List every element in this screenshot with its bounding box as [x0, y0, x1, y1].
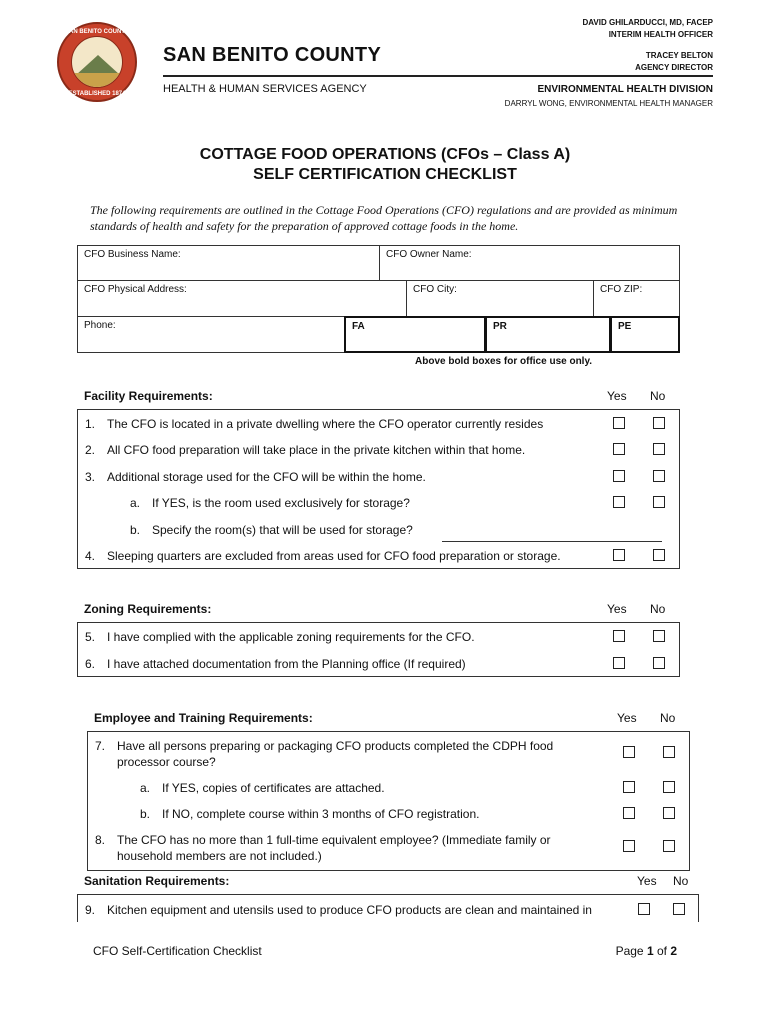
- page-prefix: Page: [615, 944, 647, 958]
- employee-item-7b-num: b.: [140, 807, 151, 821]
- director-name: TRACEY BELTON: [645, 51, 713, 60]
- employee-7b-no-checkbox[interactable]: [663, 807, 675, 819]
- division-manager: DARRYL WONG, ENVIRONMENTAL HEALTH MANAGER: [504, 99, 713, 108]
- sanitation-9-yes-checkbox[interactable]: [638, 903, 650, 915]
- health-officer: [582, 17, 713, 41]
- facility-2-no-checkbox[interactable]: [653, 443, 665, 455]
- facility-1-yes-checkbox[interactable]: [613, 417, 625, 429]
- pe-label: PE: [618, 321, 632, 332]
- business-name-field[interactable]: [77, 245, 380, 281]
- employee-item-7a-num: a.: [140, 781, 151, 795]
- document-title-line1: COTTAGE FOOD OPERATIONS (CFOs – Class A): [199, 146, 571, 163]
- facility-item-3b: Specify the room(s) that will be used for storage?: [152, 523, 413, 537]
- sanitation-item-9-num: 9.: [85, 903, 96, 917]
- employee-item-7a: If YES, copies of certificates are attached.: [162, 781, 385, 795]
- facility-item-3a-num: a.: [130, 496, 141, 510]
- intro-paragraph: The following requirements are outlined in the Cottage Food Operations (CFO) regulations and are provided as minimum standards of health and safety for the preparation of approved cottage foods in the home.: [90, 203, 678, 233]
- phone-label: Phone:: [84, 320, 116, 331]
- employee-7b-yes-checkbox[interactable]: [623, 807, 635, 819]
- facility-item-3b-num: b.: [130, 523, 141, 537]
- zoning-6-yes-checkbox[interactable]: [613, 657, 625, 669]
- zip-label: CFO ZIP:: [600, 284, 643, 295]
- sanitation-right-border: [698, 894, 699, 922]
- facility-3-no-checkbox[interactable]: [653, 470, 665, 482]
- employee-heading: Employee and Training Requirements:: [94, 711, 313, 725]
- employee-item-7-line1: Have all persons preparing or packaging CFO products completed the CDPH food: [117, 739, 554, 753]
- facility-1-no-checkbox[interactable]: [653, 417, 665, 429]
- agency-director: [635, 50, 713, 74]
- page-of: of: [653, 944, 671, 958]
- facility-item-2-num: 2.: [85, 443, 96, 457]
- employee-item-7-line2: processor course?: [117, 755, 216, 769]
- zoning-item-6: I have attached documentation from the Planning office (If required): [107, 657, 466, 671]
- document-title-line2: SELF CERTIFICATION CHECKLIST: [253, 166, 517, 183]
- facility-4-yes-checkbox[interactable]: [613, 549, 625, 561]
- pr-label: PR: [493, 321, 507, 332]
- page-indicator: [616, 944, 677, 958]
- city-label: CFO City:: [413, 284, 457, 295]
- facility-item-3-num: 3.: [85, 470, 96, 484]
- director-title: AGENCY DIRECTOR: [635, 63, 713, 72]
- employee-item-7-num: 7.: [95, 739, 106, 753]
- physical-address-field[interactable]: [77, 280, 407, 317]
- zip-field[interactable]: [593, 280, 680, 317]
- footer-title: CFO Self-Certification Checklist: [93, 944, 262, 958]
- sanitation-yes-header: Yes: [637, 874, 657, 888]
- facility-3a-yes-checkbox[interactable]: [613, 496, 625, 508]
- sanitation-left-border: [77, 894, 78, 922]
- zoning-heading: Zoning Requirements:: [84, 602, 212, 616]
- header-divider: [163, 75, 713, 77]
- owner-name-field[interactable]: [379, 245, 680, 281]
- sanitation-item-9: Kitchen equipment and utensils used to produce CFO products are clean and maintained in: [107, 903, 592, 917]
- employee-7-yes-checkbox[interactable]: [623, 746, 635, 758]
- facility-section: [77, 409, 680, 569]
- sanitation-no-header: No: [673, 874, 689, 888]
- phone-field[interactable]: [77, 316, 345, 353]
- zoning-no-header: No: [650, 602, 666, 616]
- facility-item-4: Sleeping quarters are excluded from areas used for CFO food preparation or storage.: [107, 549, 561, 563]
- agency-subtitle: HEALTH & HUMAN SERVICES AGENCY: [163, 83, 367, 95]
- facility-3-yes-checkbox[interactable]: [613, 470, 625, 482]
- zoning-5-yes-checkbox[interactable]: [613, 630, 625, 642]
- seal-bottom-text: ESTABLISHED 1874: [68, 91, 126, 97]
- sanitation-heading: Sanitation Requirements:: [84, 874, 230, 888]
- city-field[interactable]: [406, 280, 594, 317]
- employee-item-8-line2: household members are not included.): [117, 849, 322, 863]
- zoning-item-6-num: 6.: [85, 657, 96, 671]
- page-total: 2: [670, 944, 677, 958]
- facility-heading: Facility Requirements:: [84, 389, 213, 403]
- officer-title: INTERIM HEALTH OFFICER: [608, 30, 713, 39]
- pe-office-box[interactable]: [610, 316, 680, 353]
- facility-no-header: No: [650, 389, 666, 403]
- officer-name: DAVID GHILARDUCCI, MD, FACEP: [582, 18, 713, 27]
- county-seal: [57, 22, 137, 102]
- zoning-item-5-num: 5.: [85, 630, 96, 644]
- employee-7a-no-checkbox[interactable]: [663, 781, 675, 793]
- seal-top-text: SAN BENITO COUNTY: [65, 29, 129, 35]
- zoning-6-no-checkbox[interactable]: [653, 657, 665, 669]
- physical-address-label: CFO Physical Address:: [84, 284, 187, 295]
- zoning-yes-header: Yes: [607, 602, 627, 616]
- facility-yes-header: Yes: [607, 389, 627, 403]
- storage-room-input-line[interactable]: [442, 541, 662, 542]
- fa-label: FA: [352, 321, 365, 332]
- employee-item-8-line1: The CFO has no more than 1 full-time equivalent employee? (Immediate family or: [117, 833, 551, 847]
- division-name: ENVIRONMENTAL HEALTH DIVISION: [537, 84, 713, 95]
- employee-item-7b: If NO, complete course within 3 months of CFO registration.: [162, 807, 480, 821]
- employee-7a-yes-checkbox[interactable]: [623, 781, 635, 793]
- employee-8-yes-checkbox[interactable]: [623, 840, 635, 852]
- facility-4-no-checkbox[interactable]: [653, 549, 665, 561]
- facility-2-yes-checkbox[interactable]: [613, 443, 625, 455]
- business-name-label: CFO Business Name:: [84, 249, 181, 260]
- employee-7-no-checkbox[interactable]: [663, 746, 675, 758]
- agency-name: SAN BENITO COUNTY: [163, 44, 382, 66]
- owner-name-label: CFO Owner Name:: [386, 249, 472, 260]
- pr-office-box[interactable]: [485, 316, 611, 353]
- page-number: 1: [646, 944, 654, 958]
- office-use-note: Above bold boxes for office use only.: [415, 356, 593, 367]
- facility-item-1-num: 1.: [85, 417, 96, 431]
- facility-item-4-num: 4.: [85, 549, 96, 563]
- facility-item-1: The CFO is located in a private dwelling where the CFO operator currently resides: [107, 417, 544, 431]
- fa-office-box[interactable]: [344, 316, 486, 353]
- facility-item-3a: If YES, is the room used exclusively for storage?: [152, 496, 410, 510]
- employee-yes-header: Yes: [617, 711, 637, 725]
- employee-item-8-num: 8.: [95, 833, 106, 847]
- facility-item-3: Additional storage used for the CFO will be within the home.: [107, 470, 426, 484]
- facility-3a-no-checkbox[interactable]: [653, 496, 665, 508]
- facility-item-2: All CFO food preparation will take place in the private kitchen within that home.: [107, 443, 526, 457]
- sanitation-9-no-checkbox[interactable]: [673, 903, 685, 915]
- seal-emblem: [71, 36, 123, 88]
- zoning-item-5: I have complied with the applicable zoning requirements for the CFO.: [107, 630, 475, 644]
- sanitation-top-border: [77, 894, 699, 895]
- zoning-5-no-checkbox[interactable]: [653, 630, 665, 642]
- employee-8-no-checkbox[interactable]: [663, 840, 675, 852]
- employee-no-header: No: [660, 711, 676, 725]
